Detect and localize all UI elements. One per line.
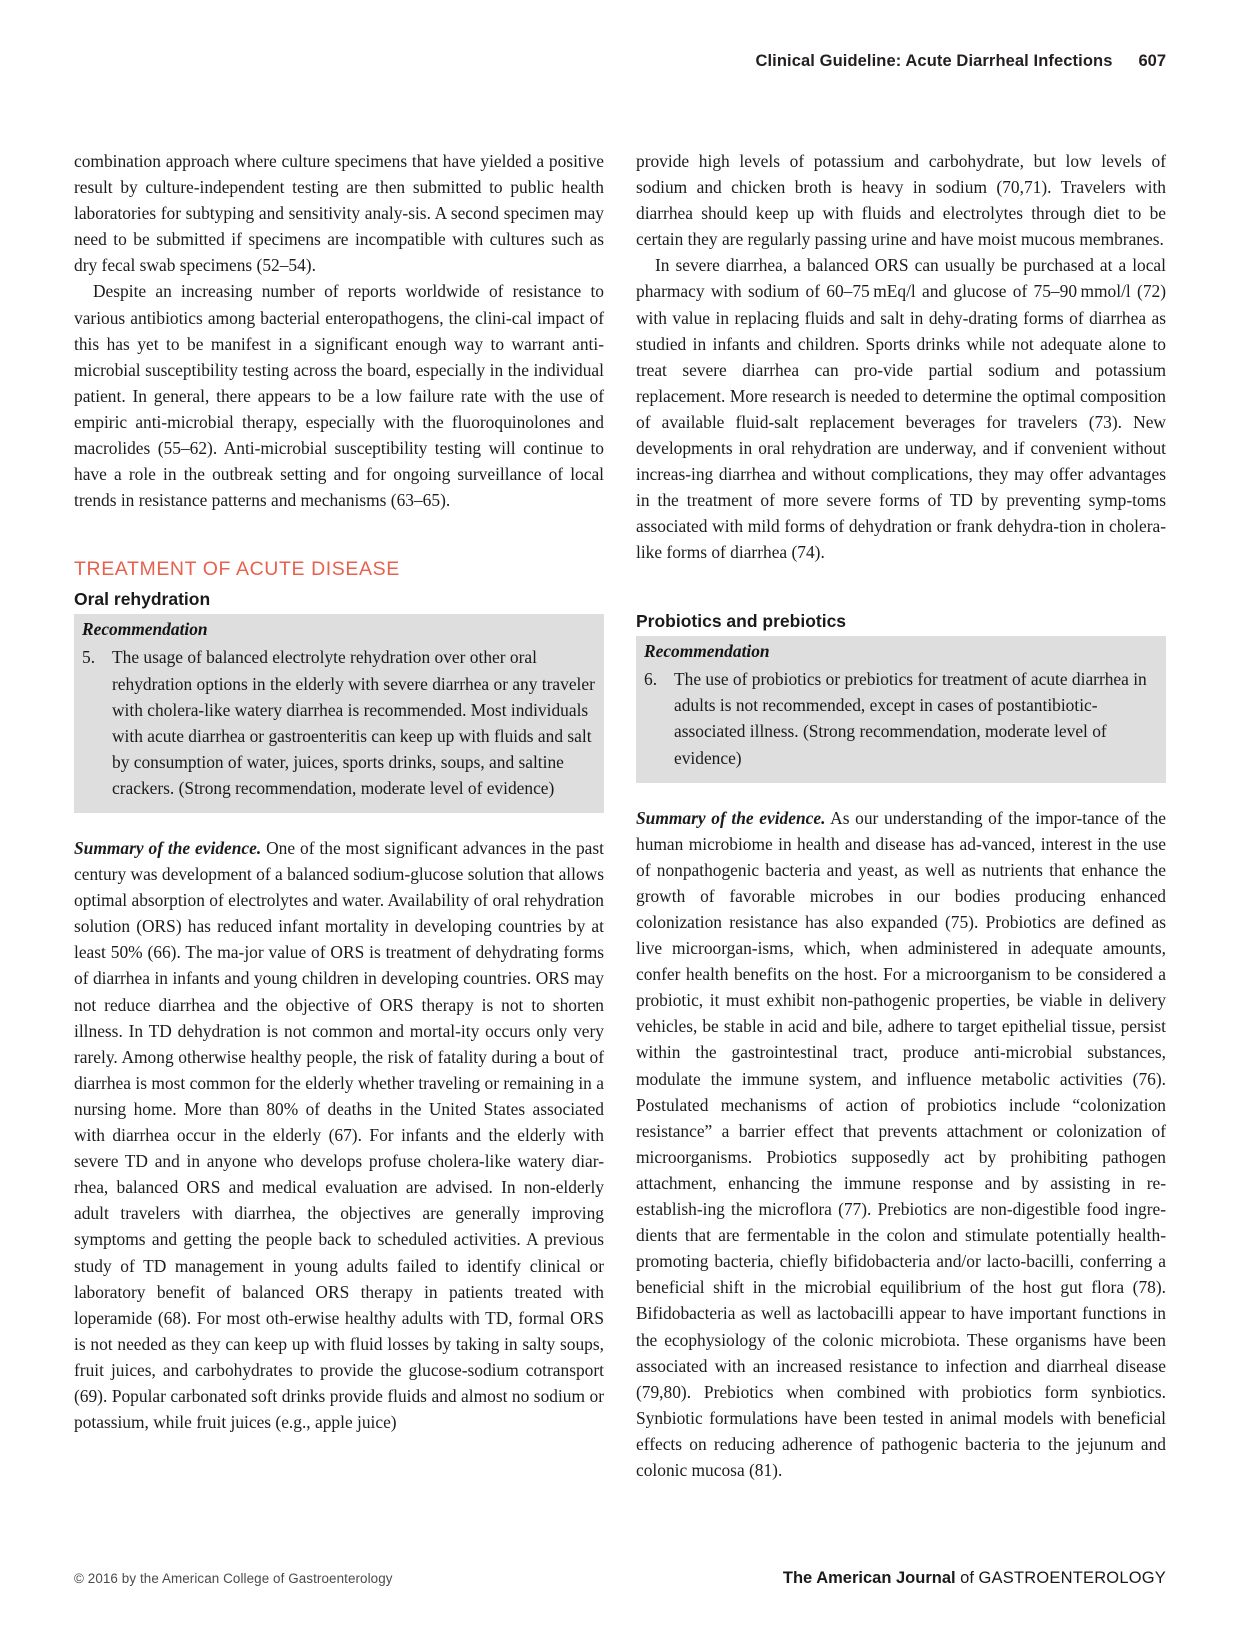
left-paragraph-1: combination approach where culture specimens that have yielded a positive result by culture-independent testing are then submitted to public health laboratories for subtyping and sensitivity analy-sis. A second specimen may need to be submitted if specimens are incompatible with cultures such as dry fecal swab specimens (52–54). — [74, 151, 604, 276]
recommendation-box-5 — [74, 614, 604, 813]
two-column-layout — [74, 148, 1166, 1483]
journal-name-caps: GASTROENTEROLOGY — [978, 1569, 1166, 1587]
summary-of-evidence-text: One of the most significant advances in the past century was development of a balanced sodium-glucose solution that allows optimal absorption of electrolytes and water. Availability of oral rehydration solution (ORS) has reduced infant mortality in developing countries by at least 50% (66). The ma-jor value of ORS is treatment of dehydrating forms of diarrhea in infants and young children in developing countries. ORS may not reduce diarrhea and the objective of ORS therapy is not to shorten illness. In TD dehydration is not common and mortal-ity occurs only very rarely. Among otherwise healthy people, the risk of fatality during a bout of diarrhea is most common for the elderly whether traveling or remaining in a nursing home. More than 80% of deaths in the United States associated with diarrhea occur in the elderly (67). For infants and the elderly with severe TD and in anyone who develops profuse cholera-like watery diar-rhea, balanced ORS and medical evaluation are advised. In non-elderly adult travelers with diarrhea, the objectives are generally improving symptoms and getting the people back to scheduled activities. A previous study of TD management in young adults failed to identify clinical or laboratory benefit of balanced ORS therapy in patients treated with loperamide (68). For most oth-erwise healthy adults with TD, formal ORS is not needed as they can keep up with fluid losses by taking in salty soups, fruit juices, and carbohydrates to provide the glucose-sodium cotransport (69). Popular carbonated soft drinks provide fluids and almost no sodium or potassium, while fruit juices (e.g., apple juice) — [74, 838, 604, 1433]
subsection-title-probiotics: Probiotics and prebiotics — [636, 610, 847, 631]
page-number: 607 — [1138, 52, 1166, 70]
recommendation-item — [82, 644, 596, 801]
left-summary-paragraph — [74, 835, 604, 1435]
running-head — [755, 52, 1166, 71]
probiotics-section-heading-block — [636, 610, 1166, 633]
journal-name-of: of — [955, 1569, 979, 1587]
summary-of-evidence-lead: Summary of the evidence. — [74, 838, 262, 858]
running-head-title: Clinical Guideline: Acute Diarrheal Infections — [755, 52, 1113, 70]
page-footer — [74, 1569, 1166, 1588]
subsection-title-oral-rehydration: Oral rehydration — [74, 588, 211, 609]
recommendation-item — [644, 666, 1158, 770]
recommendation-text: The use of probiotics or prebiotics for treatment of acute diarrhea in adults is not recommended, except in cases of postantibiotic-associated illness. (Strong recommendation, moderate level of evidence) — [674, 669, 1147, 768]
recommendation-box-6 — [636, 636, 1166, 782]
journal-name-bold: The American Journal — [782, 1569, 956, 1587]
recommendation-number: 6. — [644, 669, 658, 690]
journal-wordmark — [783, 1569, 1166, 1588]
right-paragraph-2: In severe diarrhea, a balanced ORS can usually be purchased at a local pharmacy with sodium of 60–75 mEq/l and glucose of 75–90 mmol/l (72) with value in replacing fluids and salt in dehy-drating forms of diarrhea as studied in infants and children. Sports drinks while not adequate alone to treat severe diarrhea can pro-vide partial sodium and potassium replacement. More research is needed to determine the optimal composition of available fluid-salt replacement beverages for travelers (73). New developments in oral rehydration are underway, and if convenient without increas-ing diarrhea and without complications, they may offer advantages in the treatment of more severe forms of TD by preventing symp-toms associated with mild forms of dehydration or frank dehydra-tion in cholera-like forms of diarrhea (74). — [636, 255, 1166, 563]
recommendation-label: Recommendation — [82, 619, 208, 640]
summary-of-evidence-lead: Summary of the evidence. — [636, 807, 826, 828]
left-paragraph-2: Despite an increasing number of reports worldwide of resistance to various antibiotics among bacterial enteropathogens, the clini-cal impact of this has yet to be manifest in a significant enough way to warrant anti-microbial susceptibility testing across the board, especially in the individual patient. In general, there appears to be a low failure rate with the use of empiric anti-microbial therapy, especially with the fluoroquinolones and macrolides (55–62). Anti-microbial susceptibility testing will continue to have a role in the outbreak setting and for ongoing surveillance of local trends in resistance patterns and mechanisms (63–65). — [74, 281, 604, 511]
right-paragraph-1: provide high levels of potassium and carbohydrate, but low levels of sodium and chicken broth is heavy in sodium (70,71). Travelers with diarrhea should keep up with fluids and electrolytes through diet to be certain they are regularly passing urine and have moist mucous membranes. — [636, 151, 1166, 250]
summary-of-evidence-text: As our understanding of the impor-tance of the human microbiome in health and disease has ad-vanced, interest in the use of nonpathogenic bacteria and yeast, as well as nutrients that enhance the growth of favorable microbes in our bodies producing enhanced colonization resistance has also expanded (75). Probiotics are defined as live microorgan-isms, which, when administered in adequate amounts, confer health benefits on the host. For a microorganism to be considered a probiotic, it must exhibit non-pathogenic properties, be viable in delivery vehicles, be stable in acid and bile, adhere to target epithelial tissue, persist within the gastrointestinal tract, produce anti-microbial substances, modulate the immune system, and influence metabolic activities (76). Postulated mechanisms of action of probiotics include “colonization resistance” a barrier effect that prevents attachment or colonization of microorganisms. Probiotics supposedly act by prohibiting pathogen attachment, enhancing the immune response and by assisting in re-establish-ing the microflora (77). Prebiotics are non-digestible food ingre-dients that are fermentable in the colon and stimulate potentially health-promoting bacteria, chiefly bifidobacteria and/or lacto-bacilli, conferring a beneficial shift in the microbial equilibrium of the host gut flora (78). Bifidobacteria as well as lactobacilli appear to have important functions in the ecophysiology of the colonic microbiota. These organisms have been associated with an increased resistance to infection and diarrheal disease (79,80). Prebiotics when combined with probiotics form synbiotics. Synbiotic formulations have been tested in animal models with beneficial effects on reducing adherence of pathogenic bacteria to the jejunum and colonic mucosa (81). — [636, 807, 1166, 1480]
copyright-notice: © 2016 by the American College of Gastroenterology — [74, 1571, 393, 1586]
right-column — [636, 148, 1166, 1483]
left-column — [74, 148, 604, 1483]
recommendation-label: Recommendation — [644, 641, 770, 662]
right-summary-paragraph — [636, 805, 1166, 1483]
recommendation-text: The usage of balanced electrolyte rehydration over other oral rehydration options in the elderly with severe diarrhea or any traveler with cholera-like watery diarrhea is recommended. Most individuals with acute diarrhea or gastroenteritis can keep up with fluids and salt by consumption of water, juices, sports drinks, soups, and saltine crackers. (Strong recommendation, moderate level of evidence) — [112, 647, 595, 798]
treatment-section-heading-block — [74, 557, 604, 610]
recommendation-number: 5. — [82, 647, 96, 668]
section-title-treatment: TREATMENT OF ACUTE DISEASE — [74, 558, 400, 581]
